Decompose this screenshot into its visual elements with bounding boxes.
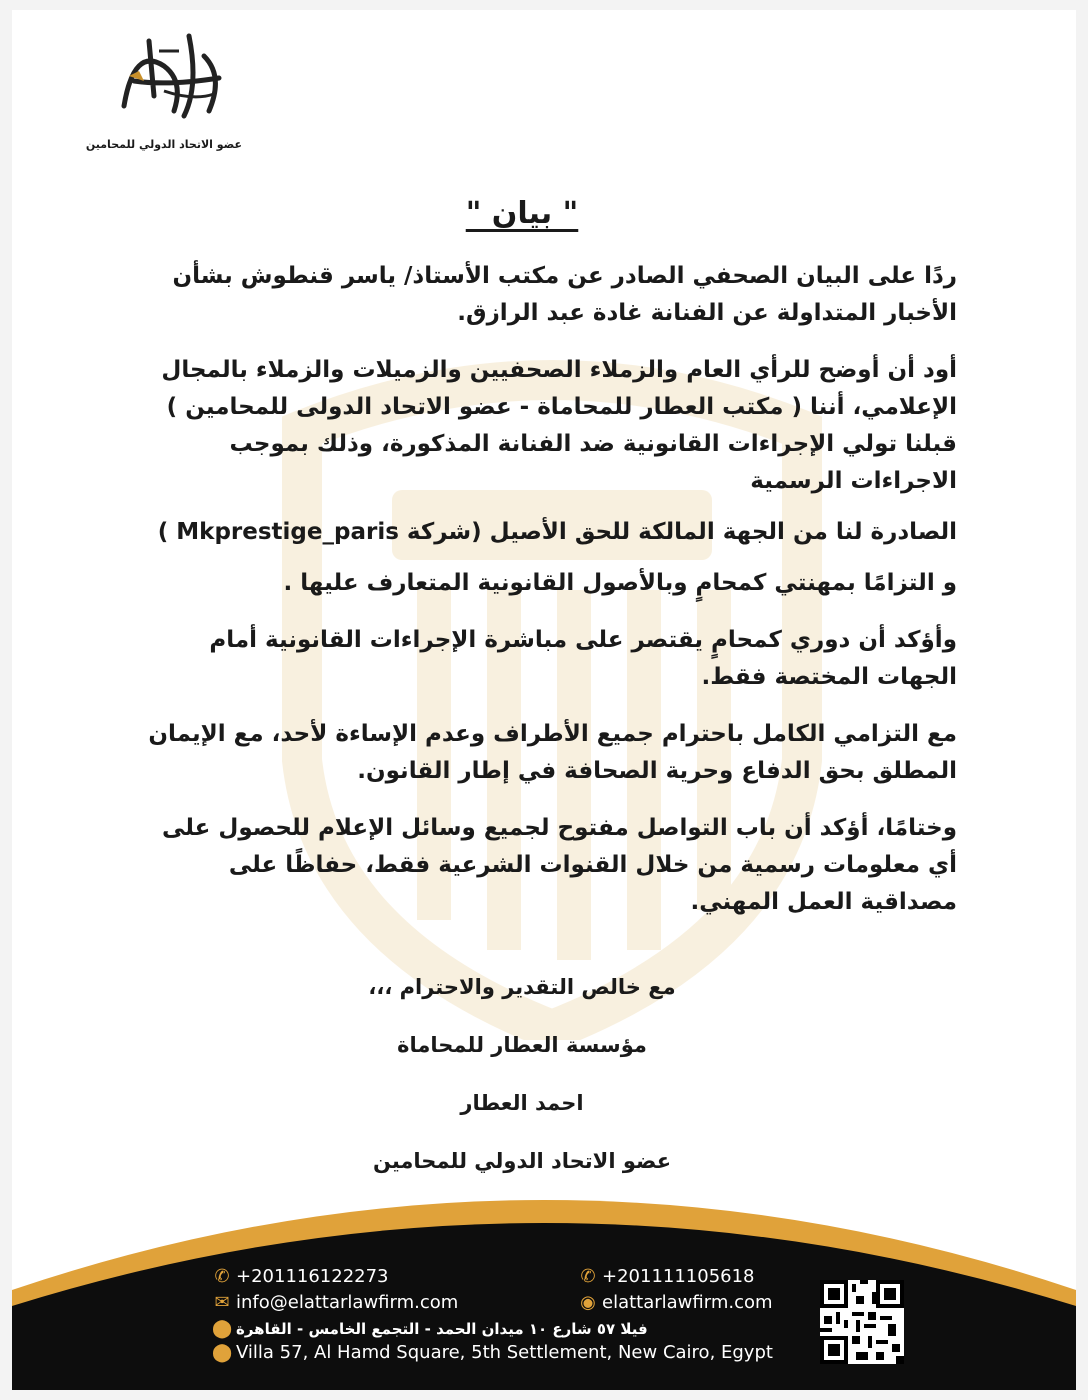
paragraph: وأؤكد أن دوري كمحامٍ يقتصر على مباشرة الإجراءات القانونية أمام الجهات المختصة فقط. [209,627,957,690]
closing-regards: مع خالص التقدير والاحترام ،،، [368,975,676,999]
calligraphy-logo-icon [104,26,234,126]
paragraph: ردًا على البيان الصحفي الصادر عن مكتب الأستاذ/ ياسر قنطوش بشأن الأخبار المتداولة عن الفنانة غادة عبد الرازق. [172,263,957,326]
phone-1[interactable]: ✆ +201111105618 [578,1266,755,1287]
phone-2[interactable]: ✆ +201116122273 [212,1266,389,1287]
address-english: ⬤ Villa 57, Al Hamd Square, 5th Settlement, New Cairo, Egypt [212,1342,773,1363]
statement-body [142,258,957,941]
letter-page [12,10,1076,1390]
globe-icon: ◉ [580,1292,596,1313]
signer-name: احمد العطار [460,1091,584,1115]
location-icon: ⬤ [212,1342,233,1363]
signer-membership: عضو الاتحاد الدولي للمحامين [372,1149,672,1173]
paragraph: الصادرة لنا من الجهة المالكة للحق الأصيل (شركة Mkprestige_paris ) [157,519,957,545]
email-icon: ✉ [214,1292,230,1313]
statement-title: " بيان " [465,196,579,231]
paragraph: أود أن أوضح للرأي العام والزملاء الصحفيين والزميلات والزملاء بالمجال الإعلامي، أننا ( مكتب العطار للمحاماة - عضو الاتحاد الدولى للمحامين ) قبلنا تولي الإجراءات القانونية ضد الفنانة المذكورة، وذلك بموجب الاجراءات الرسمية [161,357,957,494]
qr-code[interactable] [820,1280,904,1364]
paragraph: وختامًا، أؤكد أن باب التواصل مفتوح لجميع وسائل الإعلام للحصول على أي معلومات رسمية من خلال القنوات الشرعية فقط، حفاظًا على مصداقية العمل المهني. [162,815,957,915]
firm-logo [85,20,242,160]
phone-icon: ✆ [214,1266,230,1287]
website-link[interactable]: ◉ elattarlawfirm.com [578,1292,773,1313]
phone-icon: ✆ [580,1266,596,1287]
email-link[interactable]: ✉ info@elattarlawfirm.com [212,1292,458,1313]
firm-name: مؤسسة العطار للمحاماة [397,1033,647,1057]
logo-caption: عضو الاتحاد الدولي للمحامين [85,138,242,151]
paragraph: مع التزامي الكامل باحترام جميع الأطراف وعدم الإساءة لأحد، مع الإيمان المطلق بحق الدفاع وحرية الصحافة في إطار القانون. [148,721,957,784]
address-arabic: ⬤ فيلا ٥٧ شارع ١٠ ميدان الحمد - التجمع الخامس - القاهرة [212,1318,648,1339]
location-icon: ⬤ [212,1318,233,1339]
paragraph: و التزامًا بمهنتي كمحامٍ وبالأصول القانونية المتعارف عليها . [283,570,957,596]
